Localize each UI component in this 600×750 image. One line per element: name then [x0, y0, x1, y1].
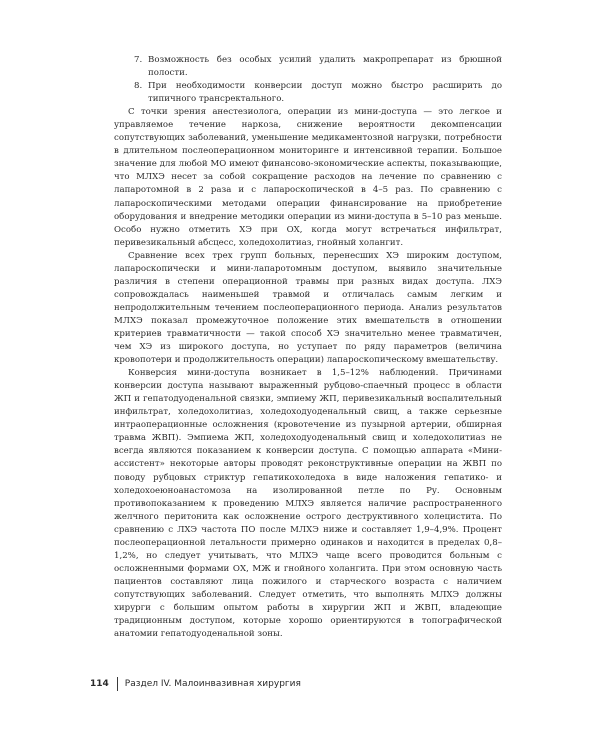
list-item-text: Возможность без особых усилий удалить макропрепарат из брюшной полости.	[148, 55, 502, 79]
list-item	[114, 80, 502, 106]
list-item-number: 7.	[134, 55, 143, 65]
list-item-number: 8.	[134, 81, 143, 92]
page-number: 114	[90, 679, 109, 689]
page-body	[114, 54, 502, 641]
page-footer	[90, 677, 301, 691]
numbered-list	[114, 54, 502, 106]
list-item-text: При необходимости конверсии доступ можно быстро расширить до типичного трансректального.	[148, 81, 502, 105]
footer-divider	[117, 677, 118, 691]
paragraph-conversion: Конверсия мини-доступа возникает в 1,5–12% наблюдений. Причинами конверсии доступа называют выраженный рубцово-спаечный процесс в области ЖП и гепатодуоденальной связки, эмпиему ЖП, перивезикальный воспалительный инфильтрат, холедохолитиаз, холедоходуоденальный свищ, а также серьезные интраоперационные осложнения (кровотечение из пузырной артерии, обширная травма ЖВП). Эмпиема ЖП, холедоходуоденальный свищ и холедохолитиаз не всегда являются показанием к конверсии доступа. С помощью аппарата «Мини-ассистент» некоторые авторы проводят реконструктивные операции на ЖВП по поводу рубцовых стриктур гепатикохоледоха в виде наложения гепатико- и холедохоеюноанастомоза на изолированной петле по Ру. Основным противопоказанием к проведению МЛХЭ является наличие распространенного желчного перитонита как осложнение острого деструктивного холецистита. По сравнению с ЛХЭ частота ПО после МЛХЭ ниже и составляет 1,9–4,9%. Процент послеоперационной летальности примерно одинаков и находится в пределах 0,8–1,2%, но следует учитывать, что МЛХЭ чаще всего проводится больным с осложненными формами ОХ, МЖ и гнойного холангита. При этом основную часть пациентов составляют лица пожилого и старческого возраста с наличием сопутствующих заболеваний. Следует отметить, что выполнять МЛХЭ должны хирурги с большим опытом работы в хирургии ЖП и ЖВП, владеющие традиционным доступом, которые хорошо ориентируются в топографической анатомии гепатодуоденальной зоны.	[114, 368, 502, 640]
paragraph-comparison: Сравнение всех трех групп больных, перенесших ХЭ широким доступом, лапароскопически и мини-лапаротомным доступом, выявило значительные различия в степени операционной травмы при разных видах доступа. ЛХЭ сопровождалась наименьшей травмой и отличалась самым легким и непродолжительным течением послеоперационного периода. Анализ результатов МЛХЭ показал промежуточное положение этих вмешательств в отношении критериев травматичности — такой способ ХЭ значительно менее травматичен, чем ХЭ из широкого доступа, но уступает по ряду параметров (величина кровопотери и продолжительность операции) лапароскопическому вмешательству.	[114, 250, 502, 366]
list-item	[114, 54, 502, 80]
section-title: Раздел IV. Малоинвазивная хирургия	[124, 679, 301, 689]
paragraph-anesthesiology: С точки зрения анестезиолога, операции из мини-доступа — это легкое и управляемое течение наркоза, снижение вероятности декомпенсации сопутствующих заболеваний, уменьшение медикаментозной нагрузки, потребности в длительном послеоперационном мониторинге и интенсивной терапии. Большое значение для любой МО имеют финансово-экономические аспекты, показывающие, что МЛХЭ несет за собой сокращение расходов на лечение по сравнению с лапаротомной в 2 раза и с лапароскопической в 4–5 раз. По сравнению с лапароскопическими методами операции финансирование на приобретение оборудования и внедрение методики операции из мини-доступа в 5–10 раз меньше. Особо нужно отметить ХЭ при ОХ, когда могут встречаться инфильтрат, перивезикальный абсцесс, холедохолитиаз, гнойный холангит.	[114, 107, 502, 248]
